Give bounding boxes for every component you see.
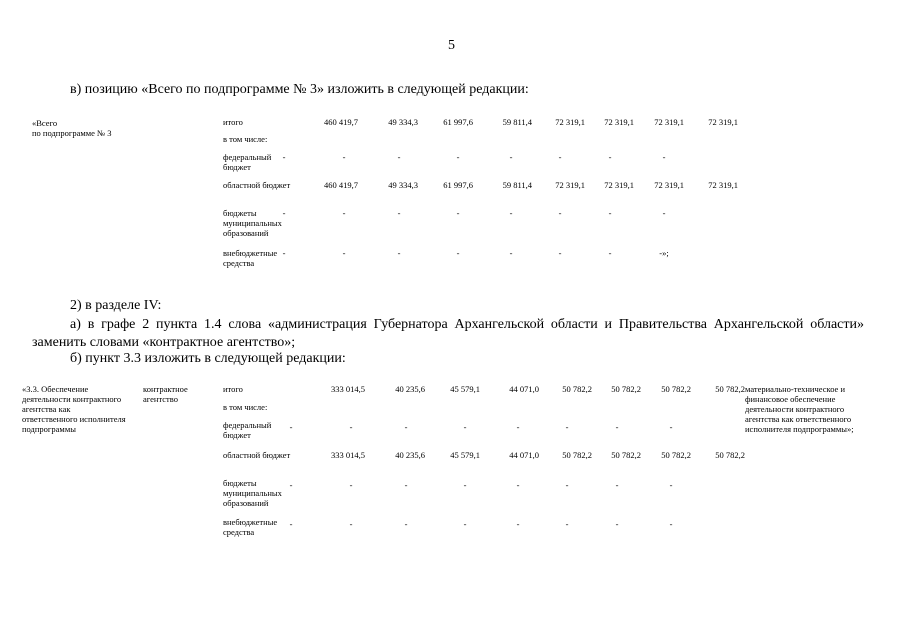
table-cell: 49 334,3 bbox=[388, 180, 418, 190]
table-cell: - bbox=[282, 248, 286, 258]
paragraph-a: а) в графе 2 пункта 1.4 слова «администрация Губернатора Архангельской области и Правительства Архангельской области» заменить словами «контрактное агентство»; bbox=[32, 317, 864, 350]
table-cell: - bbox=[615, 480, 619, 490]
table-cell: 61 997,6 bbox=[443, 117, 473, 127]
row-label: итого bbox=[223, 117, 243, 127]
table-cell: 72 319,1 bbox=[708, 180, 738, 190]
table-cell: - bbox=[608, 208, 612, 218]
table-cell: - bbox=[516, 519, 520, 529]
row-label: в том числе: bbox=[223, 402, 268, 412]
table-cell: - bbox=[289, 422, 293, 432]
table-cell: 61 997,6 bbox=[443, 180, 473, 190]
table-cell: - bbox=[669, 519, 673, 529]
table-cell: - bbox=[282, 208, 286, 218]
table-cell: - bbox=[282, 152, 286, 162]
table-cell: 40 235,6 bbox=[395, 384, 425, 394]
table-cell: 50 782,2 bbox=[562, 384, 592, 394]
row-label: федеральный бюджет bbox=[223, 152, 272, 172]
row-label: бюджеты муниципальных образований bbox=[223, 478, 282, 508]
paragraph-b: б) пункт 3.3 изложить в следующей редакции: bbox=[70, 351, 346, 366]
table-cell: 72 319,1 bbox=[604, 117, 634, 127]
table-cell: - bbox=[463, 519, 467, 529]
table-cell: 72 319,1 bbox=[654, 180, 684, 190]
table-cell: - bbox=[565, 519, 569, 529]
row-label: внебюджетные средства bbox=[223, 517, 278, 537]
table-cell: -»; bbox=[659, 248, 669, 258]
table-cell: - bbox=[456, 152, 460, 162]
table-cell: - bbox=[404, 480, 408, 490]
table-cell: - bbox=[456, 248, 460, 258]
table-cell: - bbox=[516, 422, 520, 432]
table-cell: - bbox=[463, 480, 467, 490]
table-cell: - bbox=[397, 248, 401, 258]
table-cell: 460 419,7 bbox=[324, 180, 358, 190]
table-cell: - bbox=[349, 480, 353, 490]
table-cell: - bbox=[662, 208, 666, 218]
row-label: в том числе: bbox=[223, 134, 268, 144]
table-cell: - bbox=[509, 248, 513, 258]
table-cell: - bbox=[349, 519, 353, 529]
row-label: бюджеты муниципальных образований bbox=[223, 208, 282, 238]
table-cell: 50 782,2 bbox=[611, 384, 641, 394]
row-label: областной бюджет bbox=[223, 180, 291, 190]
table-cell: - bbox=[558, 208, 562, 218]
table-cell: - bbox=[615, 519, 619, 529]
table-cell: 50 782,2 bbox=[715, 384, 745, 394]
table-cell: 50 782,2 bbox=[715, 450, 745, 460]
table-cell: - bbox=[608, 248, 612, 258]
table-cell: - bbox=[463, 422, 467, 432]
table-cell: - bbox=[516, 480, 520, 490]
row-label: итого bbox=[223, 384, 243, 394]
table-cell: 45 579,1 bbox=[450, 384, 480, 394]
table-cell: 50 782,2 bbox=[611, 450, 641, 460]
paragraph-v: в) позицию «Всего по подпрограмме № 3» изложить в следующей редакции: bbox=[70, 82, 529, 97]
table-cell: - bbox=[397, 152, 401, 162]
column-item: «3.3. Обеспечение деятельности контрактного агентства как ответственного исполнителя подпрограммы bbox=[22, 384, 126, 434]
table-cell: - bbox=[404, 519, 408, 529]
table-cell: - bbox=[349, 422, 353, 432]
table-cell: - bbox=[662, 152, 666, 162]
table-cell: - bbox=[289, 480, 293, 490]
table-cell: 49 334,3 bbox=[388, 117, 418, 127]
table-cell: - bbox=[669, 480, 673, 490]
row-label: внебюджетные средства bbox=[223, 248, 278, 268]
table-cell: - bbox=[342, 248, 346, 258]
table-cell: - bbox=[404, 422, 408, 432]
table-cell: 50 782,2 bbox=[562, 450, 592, 460]
page-number: 5 bbox=[448, 38, 455, 53]
table-cell: 72 319,1 bbox=[555, 117, 585, 127]
table-cell: 460 419,7 bbox=[324, 117, 358, 127]
table-cell: 72 319,1 bbox=[555, 180, 585, 190]
table-cell: 72 319,1 bbox=[604, 180, 634, 190]
table-cell: 72 319,1 bbox=[654, 117, 684, 127]
table-cell: 45 579,1 bbox=[450, 450, 480, 460]
column-result: материально-техническое и финансовое обеспечение деятельности контрактного агентства как ответственного исполнителя подпрограммы»; bbox=[745, 384, 854, 434]
row-label: областной бюджет bbox=[223, 450, 291, 460]
column-executor: контрактное агентство bbox=[143, 384, 188, 404]
table-cell: - bbox=[509, 208, 513, 218]
table-cell: - bbox=[565, 480, 569, 490]
table-cell: - bbox=[615, 422, 619, 432]
table-cell: - bbox=[456, 208, 460, 218]
table-cell: - bbox=[397, 208, 401, 218]
table-cell: - bbox=[509, 152, 513, 162]
table-cell: 333 014,5 bbox=[331, 384, 365, 394]
paragraph-2: 2) в разделе IV: bbox=[70, 298, 162, 313]
table-cell: - bbox=[558, 152, 562, 162]
table-cell: - bbox=[608, 152, 612, 162]
table-cell: 40 235,6 bbox=[395, 450, 425, 460]
table-cell: - bbox=[289, 519, 293, 529]
table-label: «Всего по подпрограмме № 3 bbox=[32, 118, 112, 138]
table-cell: 333 014,5 bbox=[331, 450, 365, 460]
table-cell: 44 071,0 bbox=[509, 384, 539, 394]
table-cell: 50 782,2 bbox=[661, 384, 691, 394]
table-cell: 50 782,2 bbox=[661, 450, 691, 460]
table-cell: 59 811,4 bbox=[502, 117, 532, 127]
table-cell: 59 811,4 bbox=[502, 180, 532, 190]
table-cell: 72 319,1 bbox=[708, 117, 738, 127]
table-cell: - bbox=[565, 422, 569, 432]
table-cell: - bbox=[342, 152, 346, 162]
table-cell: 44 071,0 bbox=[509, 450, 539, 460]
table-cell: - bbox=[669, 422, 673, 432]
row-label: федеральный бюджет bbox=[223, 420, 272, 440]
table-cell: - bbox=[558, 248, 562, 258]
table-cell: - bbox=[342, 208, 346, 218]
